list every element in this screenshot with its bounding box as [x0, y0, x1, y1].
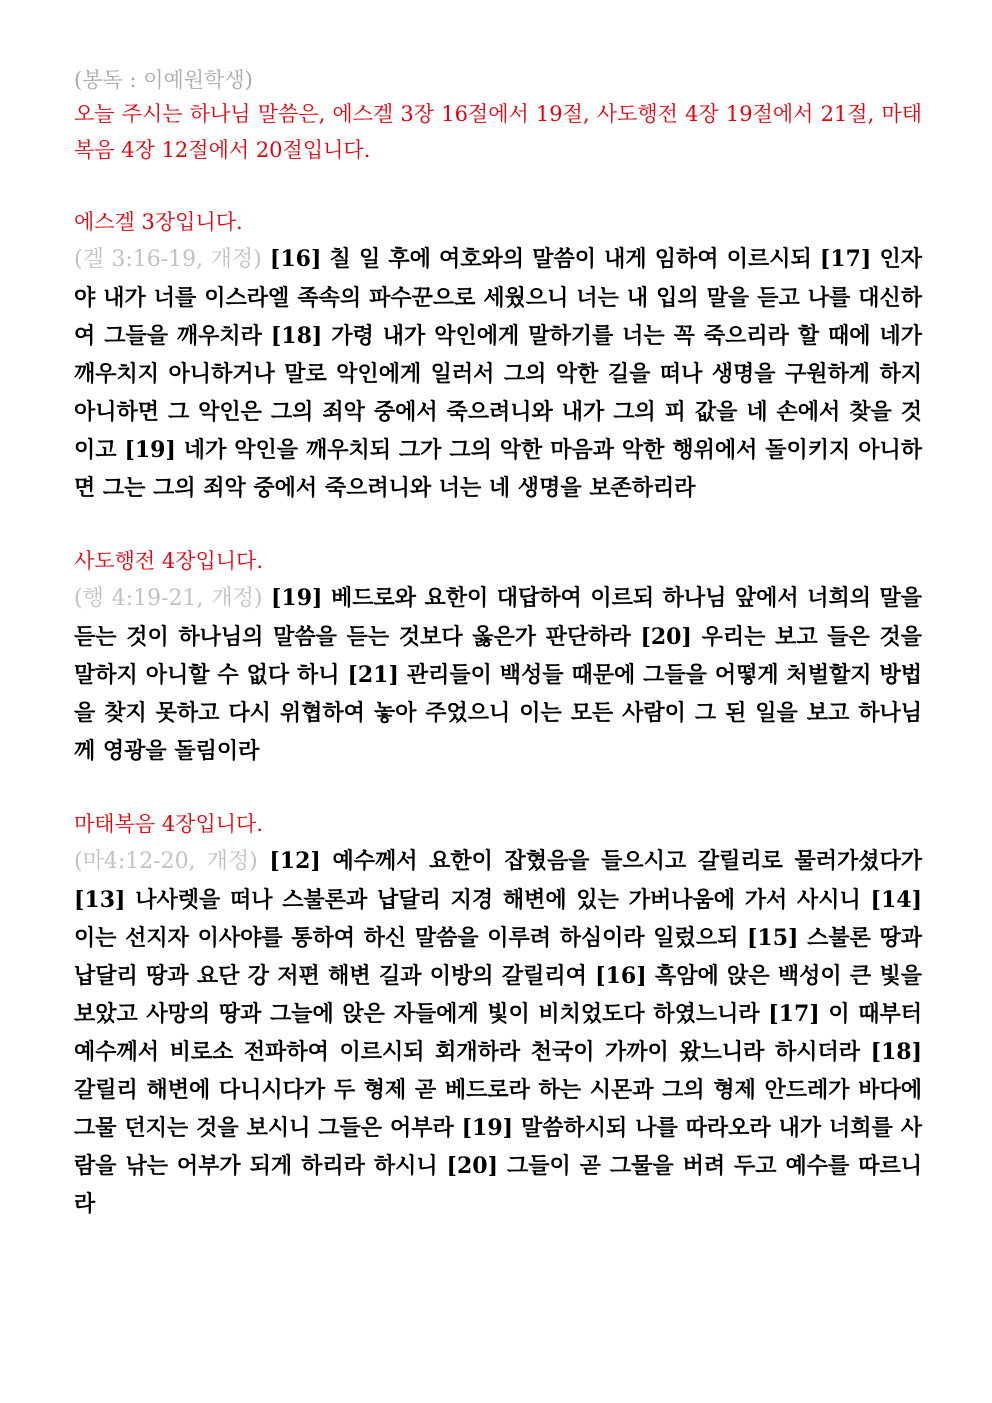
passage-text [74, 842, 922, 1223]
passage-text [74, 579, 922, 770]
scripture-text: [12] 예수께서 요한이 잡혔음을 들으시고 갈릴리로 물러가셨다가 [13] 나사렛을 떠나 스불론과 납달리 지경 해변에 있는 가버나움에 가서 사시니 [14] 이는 선지자 이사야를 통하여 하신 말씀을 이루려 하심이라 일렀으되 [15] 스불론 땅과 납달리 땅과 요단 강 저편 해변 길과 이방의 갈릴리여 [16] 흑암에 앉은 백성이 큰 빛을 보았고 사망의 땅과 그늘에 앉은 자들에게 빛이 비치었도다 하였느니라 [17] 이 때부터 예수께서 비로소 전파하여 이르시되 회개하라 천국이 가까이 왔느니라 하시더라 [18] 갈릴리 해변에 다니시다가 두 형제 곧 베드로라 하는 시몬과 그의 형제 안드레가 바다에 그물 던지는 것을 보시니 그들은 어부라 [19] 말씀하시되 나를 따라오라 내가 너희를 사람을 낚는 어부가 되게 하리라 하시니 [20] 그들이 곧 그물을 버려 두고 예수를 따르니라 [74, 848, 922, 1217]
verse-reference: (마4:12-20, 개정) [74, 849, 258, 874]
section-title: 에스겔 3장입니다. [74, 210, 243, 234]
scripture-text: [16] 칠 일 후에 여호와의 말씀이 내게 임하여 이르시되 [17] 인자야 내가 너를 이스라엘 족속의 파수꾼으로 세웠으니 너는 내 입의 말을 듣고 나를 대신하여 그들을 깨우치라 [18] 가령 내가 악인에게 말하기를 너는 꼭 죽으리라 할 때에 네가 깨우치지 아니하거나 말로 악인에게 일러서 그의 악한 길을 떠나 생명을 구원하게 하지 아니하면 그 악인은 그의 죄악 중에서 죽으려니와 내가 그의 피 값을 네 손에서 찾을 것이고 [19] 네가 악인을 깨우치되 그가 그의 악한 마음과 악한 행위에서 돌이키지 아니하면 그는 그의 죄악 중에서 죽으려니와 너는 네 생명을 보존하리라 [74, 246, 922, 501]
section-title: 사도행전 4장입니다. [74, 549, 263, 573]
document-page [74, 64, 922, 1223]
verse-reference: (행 4:19-21, 개정) [74, 586, 263, 611]
passage-text [74, 240, 922, 507]
passage-section-acts [74, 543, 922, 770]
reader-note: (봉독 : 이예원학생) [74, 68, 253, 92]
section-title: 마태복음 4장입니다. [74, 812, 263, 836]
passage-section-ezekiel [74, 204, 922, 507]
intro-text: 오늘 주시는 하나님 말씀은, 에스겔 3장 16절에서 19절, 사도행전 4장 19절에서 21절, 마태복음 4장 12절에서 20절입니다. [74, 102, 922, 162]
scripture-text: [19] 베드로와 요한이 대답하여 이르되 하나님 앞에서 너희의 말을 듣는 것이 하나님의 말씀을 듣는 것보다 옳은가 판단하라 [20] 우리는 보고 들은 것을 말하지 아니할 수 없다 하니 [21] 관리들이 백성들 때문에 그들을 어떻게 처벌할지 방법을 찾지 못하고 다시 위협하여 놓아 주었으니 이는 모든 사람이 그 된 일을 보고 하나님께 영광을 돌림이라 [74, 585, 922, 764]
passage-section-matthew [74, 806, 922, 1223]
verse-reference: (겔 3:16-19, 개정) [74, 247, 262, 272]
